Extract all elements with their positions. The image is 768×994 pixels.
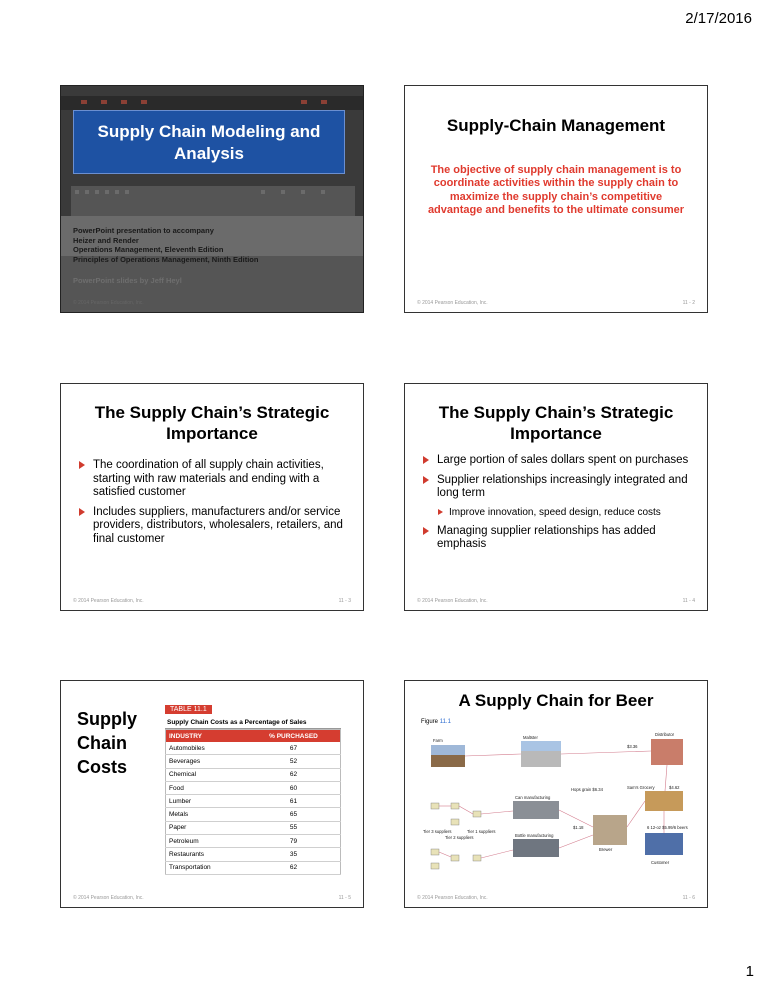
label-maltster: Maltster [523,735,538,740]
supplier-box [473,811,481,817]
label-tier3: Tier 3 suppliers [423,829,452,834]
label-brewer: Brewer [599,847,613,852]
bullet-text: The coordination of all supply chain activities, starting with raw materials and ending with a satisfied customer [93,459,324,498]
slide-strategic-importance-2 [404,383,708,611]
table-row [166,821,341,834]
slide-copyright: © 2014 Pearson Education, Inc. [73,598,144,604]
percent-cell: 35 [247,848,341,861]
bullet-arrow-icon [423,476,429,484]
slide-strategic-importance-1 [60,383,364,611]
label-can-manufacturing: Can manufacturing [515,795,551,800]
flow-arrow [481,811,513,814]
slide-supply-chain-management [404,85,708,313]
side-title-text: Supply Chain Costs [77,709,138,777]
slide-body-text: The objective of supply chain management is to coordinate activities within the supply chain to maximize the supply chain’s competitive advantage and benefits to the ultimate consumer [427,164,685,217]
supplier-box [451,855,459,861]
percent-cell: 62 [247,768,341,781]
supplier-box [451,803,459,809]
presentation-info [73,226,258,264]
sub-bullet-text: Improve innovation, speed design, reduce costs [449,506,661,518]
flow-arrow [561,751,651,754]
slide-number: 11 - 5 [338,895,351,901]
label-tier2: Tier 2 suppliers [445,835,474,840]
percent-cell: 52 [247,755,341,768]
page-number: 1 [745,963,754,980]
slide-number: 11 - 6 [682,895,695,901]
label-price-4: 6 12-oz $5.99/6 beers [647,825,688,830]
beer-supply-chain-diagram [421,729,693,879]
label-price-2: $4.62 [669,785,680,790]
industry-cell: Food [166,781,247,794]
slide-heading [77,707,137,779]
industry-cell: Restaurants [166,848,247,861]
slide-copyright: © 2014 Pearson Education, Inc. [73,895,144,901]
info-line: Heizer and Render [73,235,139,245]
bullet-arrow-icon [423,456,429,464]
slide-title-box: Supply Chain Modeling and Analysis [73,110,345,174]
flow-arrow [459,806,473,814]
flow-arrow [627,801,645,827]
brewer-image [593,815,627,845]
info-line: Operations Management, Eleventh Edition [73,245,224,254]
slide-supply-chain-costs [60,680,364,908]
percent-cell: 55 [247,821,341,834]
sub-bullet-item [419,507,695,519]
label-retailer: Sam's Grocery [627,785,655,790]
percent-cell: 60 [247,781,341,794]
bullet-arrow-icon [79,461,85,469]
info-line: PowerPoint presentation to accompany [73,226,214,235]
bullet-text: Includes suppliers, manufacturers and/or service providers, distributors, wholesalers, retailers, and final customer [93,505,343,545]
supplier-box [431,849,439,855]
flow-arrow [665,765,667,791]
slide-title [60,85,364,313]
table-row [166,835,341,848]
header-percent: % PURCHASED [247,730,341,743]
label-price-1: $3.36 [627,744,638,749]
table-row [166,848,341,861]
figure-number: 11.1 [439,719,451,725]
costs-table [165,729,341,875]
bullet-list [75,459,351,552]
bullet-item [419,474,695,501]
label-customer: Customer [651,860,670,865]
industry-cell: Metals [166,808,247,821]
bottle-manufacturing-image [513,839,559,857]
slide-heading: Supply-Chain Management [446,116,666,135]
percent-cell: 65 [247,808,341,821]
supplier-box [431,803,439,809]
percent-cell: 79 [247,835,341,848]
retailer-image [645,791,683,811]
label-farm: Farm [433,738,443,743]
customer-image [645,833,683,855]
flow-arrow [481,850,513,858]
industry-cell: Petroleum [166,835,247,848]
slides-credit: PowerPoint slides by Jeff Heyl [73,276,182,285]
slide-copyright: © 2014 Pearson Education, Inc. [417,895,488,901]
slide-heading: The Supply Chain’s Strategic Importance [94,403,330,443]
slide-number: 11 - 4 [682,598,695,604]
industry-cell: Beverages [166,755,247,768]
industry-cell: Automobiles [166,742,247,755]
slide-heading: A Supply Chain for Beer [458,691,654,710]
bullet-list [419,454,695,558]
industry-cell: Chemical [166,768,247,781]
slide-copyright: © 2014 Pearson Education, Inc. [73,300,144,306]
info-line: Principles of Operations Management, Ninth Edition [73,254,259,264]
table-row [166,755,341,768]
bullet-item [75,459,351,500]
bullet-arrow-icon [423,527,429,535]
industry-cell: Transportation [166,861,247,874]
table-row [166,742,341,755]
flow-arrow [439,852,451,857]
percent-cell: 62 [247,861,341,874]
slide-copyright: © 2014 Pearson Education, Inc. [417,598,488,604]
supplier-box [451,819,459,825]
slide-beer-supply-chain [404,680,708,908]
industry-cell: Lumber [166,795,247,808]
label-bottle-manufacturing: Bottle manufacturing [515,833,554,838]
supplier-box [473,855,481,861]
percent-cell: 61 [247,795,341,808]
bullet-text: Managing supplier relationships has added emphasis [437,524,656,550]
label-price-3: $1.18 [573,825,584,830]
table-header-row [166,730,341,743]
label-distributor: Distributor [655,732,675,737]
table-row [166,861,341,874]
header-industry: INDUSTRY [166,730,247,743]
percent-cell: 67 [247,742,341,755]
figure-label-text: Figure [421,719,439,725]
industry-cell: Paper [166,821,247,834]
table-caption: Supply Chain Costs as a Percentage of Sales [165,717,341,729]
bullet-item [419,525,695,552]
table-row [166,795,341,808]
flow-arrow [465,754,521,756]
bullet-text: Supplier relationships increasingly integrated and long term [437,473,688,499]
bullet-text: Large portion of sales dollars spent on purchases [437,454,689,466]
bullet-item [75,506,351,547]
distributor-image [651,739,683,765]
table-row [166,781,341,794]
slide-heading: The Supply Chain’s Strategic Importance [438,403,674,443]
table-tag: TABLE 11.1 [165,705,212,714]
slide-number: 11 - 2 [682,300,695,306]
can-manufacturing-image [513,801,559,819]
slide-copyright: © 2014 Pearson Education, Inc. [417,300,488,306]
label-tier1: Tier 1 suppliers [467,829,496,834]
supplier-box [431,863,439,869]
figure-label [421,719,451,725]
bullet-arrow-icon [79,508,85,516]
bullet-arrow-icon [438,509,443,515]
table-row [166,768,341,781]
slide-number: 11 - 3 [338,598,351,604]
bullet-item [419,454,695,468]
table-row [166,808,341,821]
label-hops: Hops grain $6.34 [571,787,603,792]
page-date: 2/17/2016 [685,10,752,27]
flow-arrow [559,835,593,848]
